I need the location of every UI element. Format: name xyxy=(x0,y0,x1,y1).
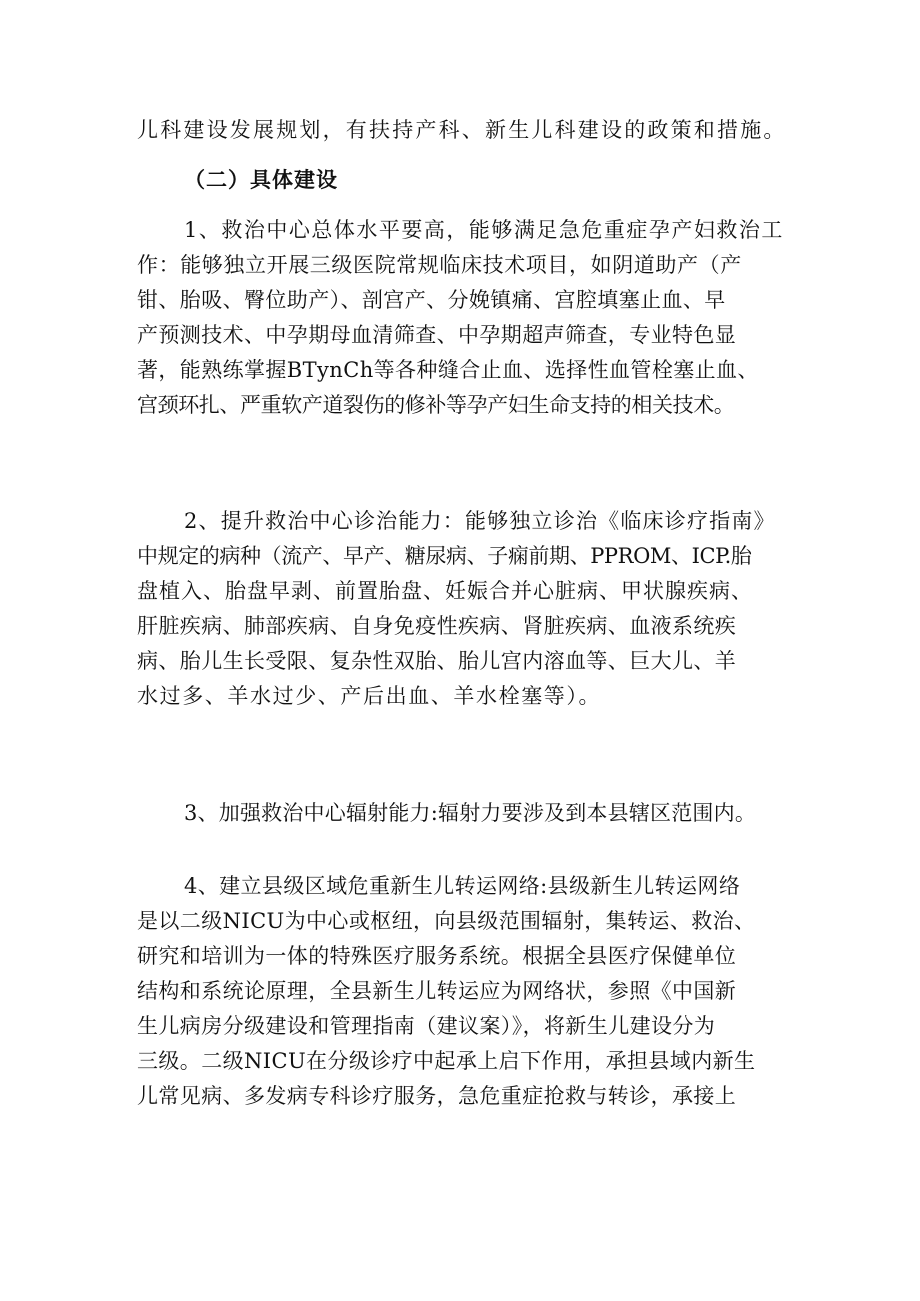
text-line: 产预测技术、中孕期母血清筛查、中孕期超声筛查，专业特色显 xyxy=(137,323,737,347)
paragraph-2 xyxy=(137,504,793,714)
paragraph-1 xyxy=(137,213,793,423)
paragraph-3 xyxy=(137,796,793,831)
text-line: 儿常见病、多发病专科诊疗服务，急危重症抢救与转诊，承接上 xyxy=(137,1084,737,1108)
text-line: 作：能够独立开展三级医院常规临床技术项目，如阴道助产（产 xyxy=(137,253,742,277)
paragraph-4 xyxy=(137,869,793,1114)
text-line: 钳、胎吸、臀位助产）、剖宫产、分娩镇痛、宫腔填塞止血、早 xyxy=(137,288,726,312)
text-line: 三级。二级NICU在分级诊疗中起承上启下作用，承担县域内新生 xyxy=(137,1049,756,1073)
text-line: 是以二级NICU为中心或枢纽，向县级范围辐射，集转运、救治、 xyxy=(137,909,756,933)
text-line: 盘植入、胎盘早剥、前置胎盘、妊娠合并心脏病、甲状腺疾病、 xyxy=(137,579,753,603)
text-line: 肝脏疾病、肺部疾病、自身免疫性疾病、肾脏疾病、血液系统疾 xyxy=(137,614,737,638)
text-line: 4、建立县级区域危重新生儿转运网络:县级新生儿转运网络 xyxy=(184,874,741,898)
text-line: 宫颈环扎、严重软产道裂伤的修补等孕产妇生命支持的相关技术。 xyxy=(137,393,735,417)
text-line: 2、提升救治中心诊治能力：能够独立诊治《临床诊疗指南》 xyxy=(184,509,776,533)
text-line: 病、胎儿生长受限、复杂性双胎、胎儿宫内溶血等、巨大儿、羊 xyxy=(137,649,737,673)
text-line: 1、救治中心总体水平要高，能够满足急危重症孕产妇救治工 xyxy=(184,218,784,242)
text-line: 中规定的病种（流产、早产、糖尿病、子痫前期、PPROM、ICP.胎 xyxy=(137,544,752,568)
text-line: 3、加强救治中心辐射能力:辐射力要涉及到本县辖区范围内。 xyxy=(184,801,757,825)
text-line: 著，能熟练掌握BTynCh等各种缝合止血、选择性血管栓塞止血、 xyxy=(137,358,759,382)
text-line: 研究和培训为一体的特殊医疗服务系统。根据全县医疗保健单位 xyxy=(137,944,737,968)
text-line: 水过多、羊水过少、产后出血、羊水栓塞等）。 xyxy=(137,684,602,708)
text-line: 儿科建设发展规划，有扶持产科、新生儿科建设的政策和措施。 xyxy=(137,118,787,142)
text-line: 结构和系统论原理，全县新生儿转运应为网络状，参照《中国新 xyxy=(137,979,737,1003)
paragraph-continuation xyxy=(137,113,793,148)
section-heading: （二）具体建设 xyxy=(184,168,338,192)
text-line: 生儿病房分级建设和管理指南（建议案）》，将新生儿建设分为 xyxy=(137,1014,716,1038)
